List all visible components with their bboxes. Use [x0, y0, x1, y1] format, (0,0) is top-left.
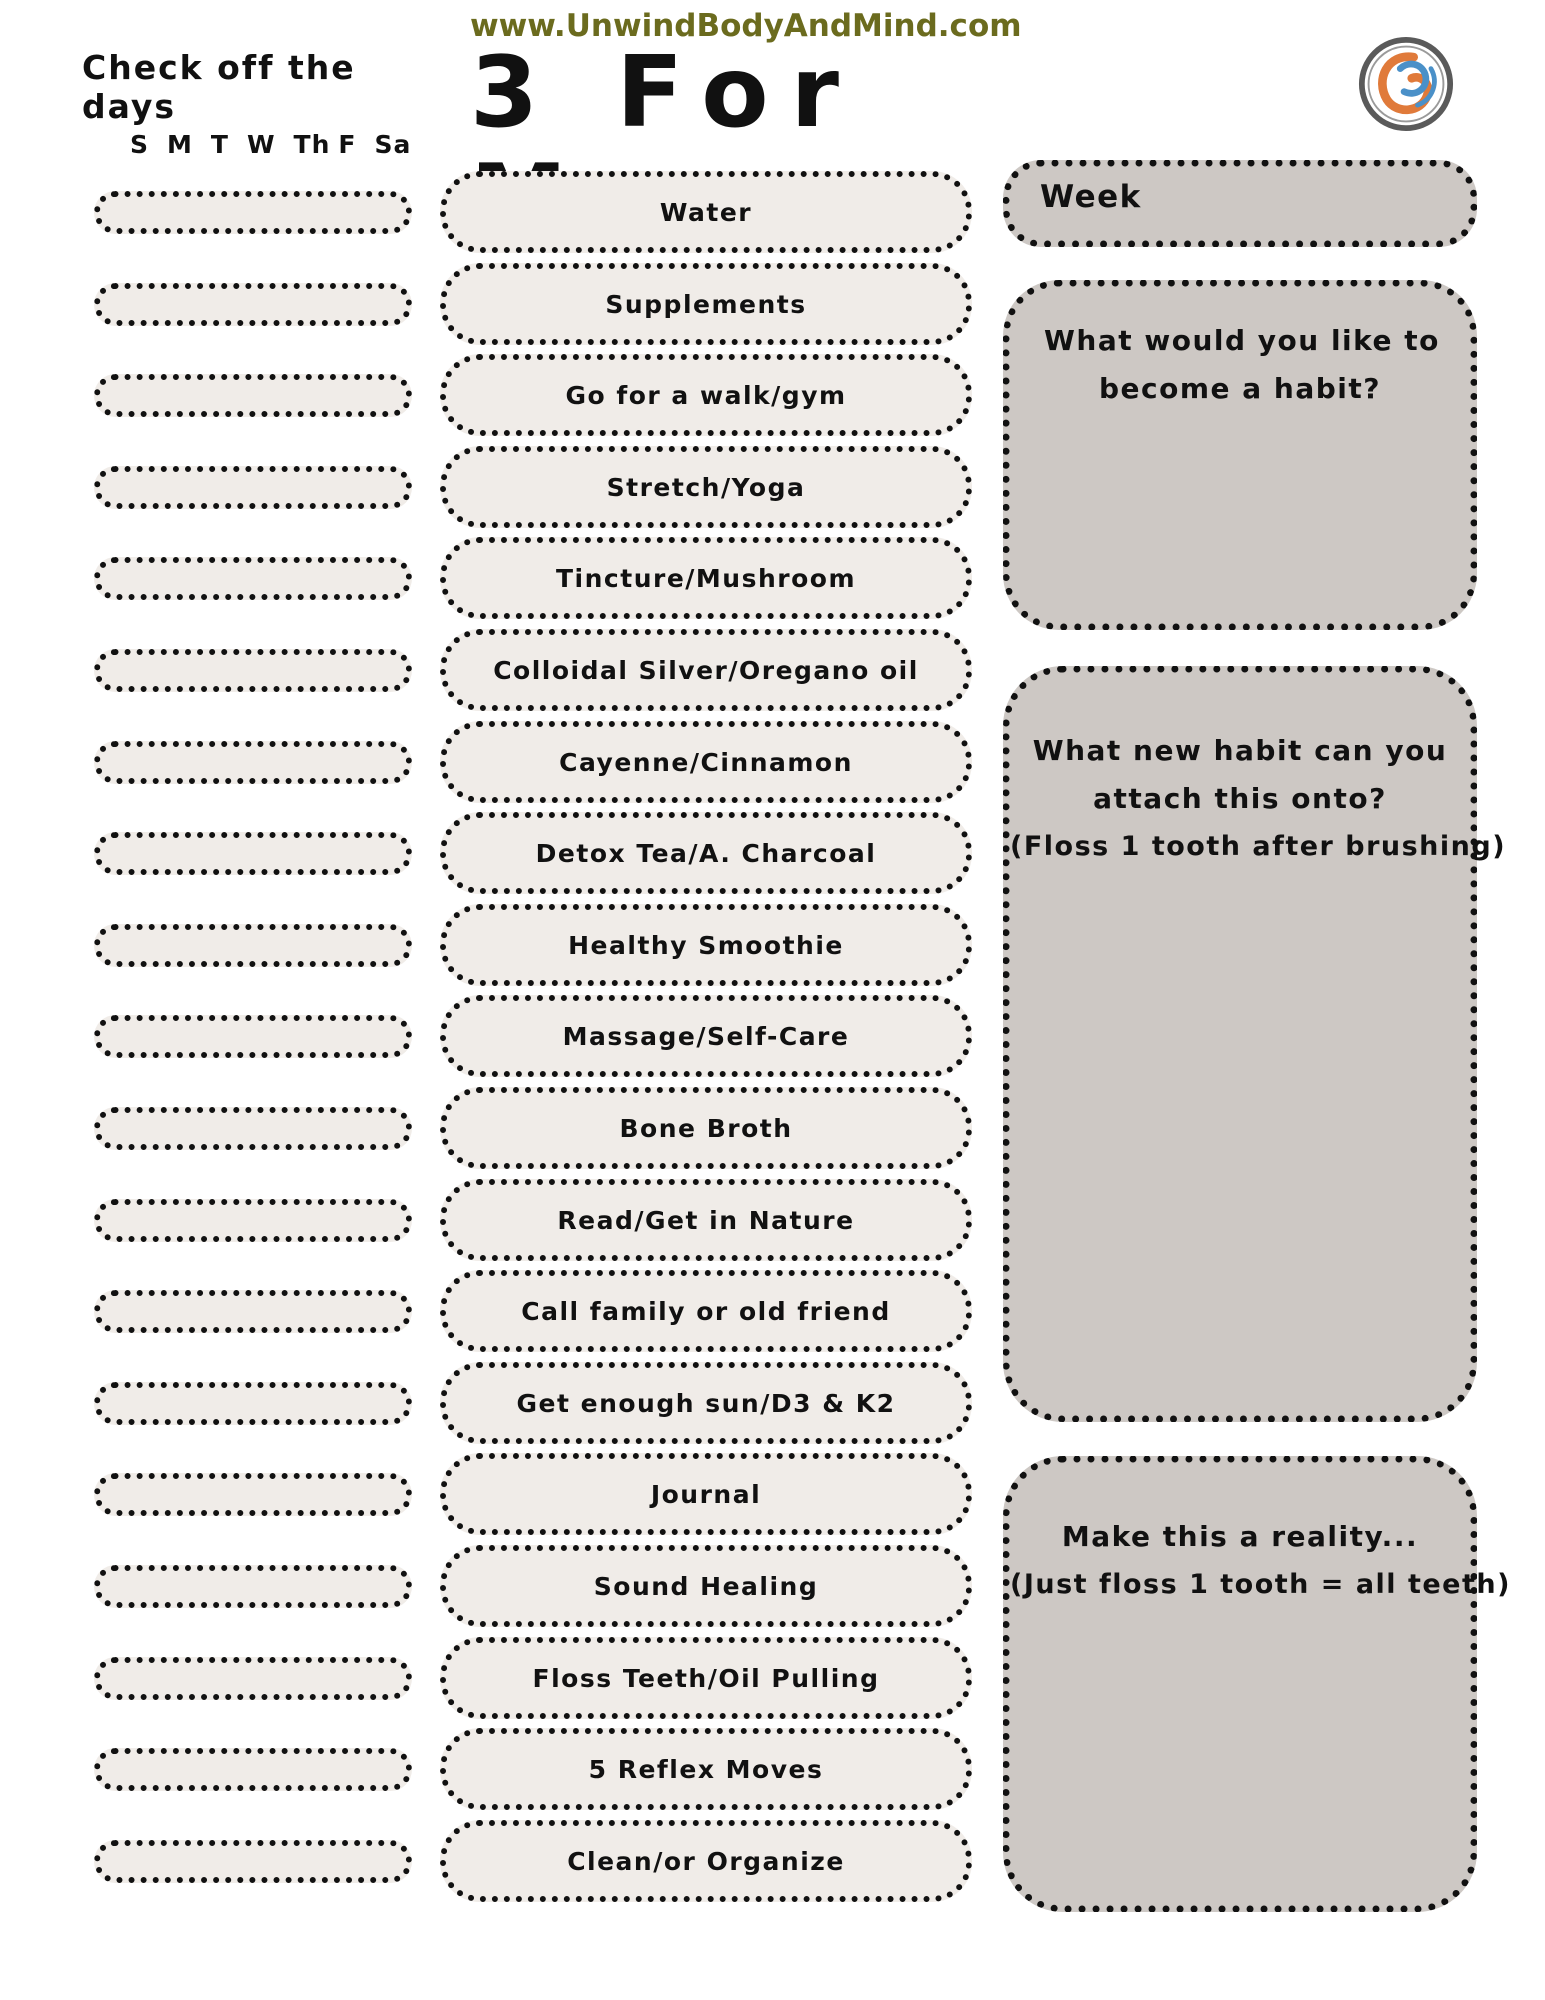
- swirl-logo-icon: [1358, 36, 1454, 132]
- check-off-heading: Check off the days: [82, 48, 356, 126]
- activity-item: Clean/or Organize: [440, 1820, 972, 1902]
- day-checkbox-row[interactable]: [94, 191, 412, 234]
- day-label-saturday: Sa: [374, 130, 412, 159]
- make-reality-line: Make this a reality...: [1061, 1520, 1419, 1553]
- day-checkbox-row[interactable]: [94, 1290, 412, 1333]
- day-labels: [130, 130, 412, 159]
- day-checkbox-row[interactable]: [94, 649, 412, 692]
- activity-item: Supplements: [440, 263, 972, 345]
- activity-item: Cayenne/Cinnamon: [440, 721, 972, 803]
- page-title: 3 For: [470, 36, 861, 150]
- activity-item: Bone Broth: [440, 1087, 972, 1169]
- day-checkbox-row[interactable]: [94, 1107, 412, 1150]
- day-checkbox-row[interactable]: [94, 557, 412, 600]
- activity-item: 5 Reflex Moves: [440, 1728, 972, 1810]
- day-label-friday: F: [338, 130, 357, 159]
- activity-item: Get enough sun/D3 & K2: [440, 1362, 972, 1444]
- day-checkbox-row[interactable]: [94, 1199, 412, 1242]
- activity-item: Go for a walk/gym: [440, 354, 972, 436]
- habit-attach-line: (Floss 1 tooth after brushing): [1010, 831, 1507, 862]
- week-panel[interactable]: [1003, 160, 1477, 247]
- activity-item: Stretch/Yoga: [440, 446, 972, 528]
- day-label-sunday: S: [130, 130, 150, 159]
- week-label: Week: [1040, 179, 1142, 215]
- activity-item: Floss Teeth/Oil Pulling: [440, 1637, 972, 1719]
- activity-item: Read/Get in Nature: [440, 1179, 972, 1261]
- day-label-tuesday: T: [210, 130, 229, 159]
- day-checkbox-row[interactable]: [94, 1473, 412, 1516]
- activity-item: Massage/Self-Care: [440, 995, 972, 1077]
- day-checkbox-row[interactable]: [94, 832, 412, 875]
- habit-goal-line: become a habit?: [1098, 372, 1382, 405]
- activity-item: Colloidal Silver/Oregano oil: [440, 629, 972, 711]
- make-reality-prompt: [1010, 1513, 1511, 1609]
- habit-goal-panel[interactable]: [1003, 280, 1477, 630]
- habit-attach-prompt: [1010, 727, 1507, 871]
- day-label-wednesday: W: [246, 130, 276, 159]
- day-checkbox-row[interactable]: [94, 741, 412, 784]
- website-url[interactable]: www.UnwindBodyAndMind.com: [470, 8, 1022, 44]
- day-checkbox-row[interactable]: [94, 924, 412, 967]
- make-reality-line: (Just floss 1 tooth = all teeth): [1010, 1569, 1511, 1600]
- habit-attach-line: What new habit can you: [1032, 734, 1448, 767]
- day-checkbox-row[interactable]: [94, 374, 412, 417]
- activity-item: Detox Tea/A. Charcoal: [440, 812, 972, 894]
- make-reality-panel[interactable]: [1003, 1456, 1511, 1912]
- day-checkbox-row[interactable]: [94, 466, 412, 509]
- activity-item: Sound Healing: [440, 1545, 972, 1627]
- day-checkbox-row[interactable]: [94, 283, 412, 326]
- day-checkbox-row[interactable]: [94, 1382, 412, 1425]
- day-checkbox-row[interactable]: [94, 1748, 412, 1791]
- activity-item: Call family or old friend: [440, 1270, 972, 1352]
- activity-item: Healthy Smoothie: [440, 904, 972, 986]
- activity-item: Tincture/Mushroom: [440, 537, 972, 619]
- habit-goal-line: What would you like to: [1044, 324, 1440, 357]
- day-checkbox-row[interactable]: [94, 1657, 412, 1700]
- habit-attach-panel[interactable]: [1003, 666, 1507, 1422]
- day-checkbox-row[interactable]: [94, 1840, 412, 1883]
- day-checkbox-row[interactable]: [94, 1565, 412, 1608]
- activity-item: Journal: [440, 1453, 972, 1535]
- activity-item: Water: [440, 171, 972, 253]
- habit-goal-prompt: [1010, 317, 1470, 413]
- habit-attach-line: attach this onto?: [1093, 782, 1387, 815]
- day-label-monday: M: [167, 130, 193, 159]
- day-label-thursday: Th: [293, 130, 331, 159]
- day-checkbox-row[interactable]: [94, 1015, 412, 1058]
